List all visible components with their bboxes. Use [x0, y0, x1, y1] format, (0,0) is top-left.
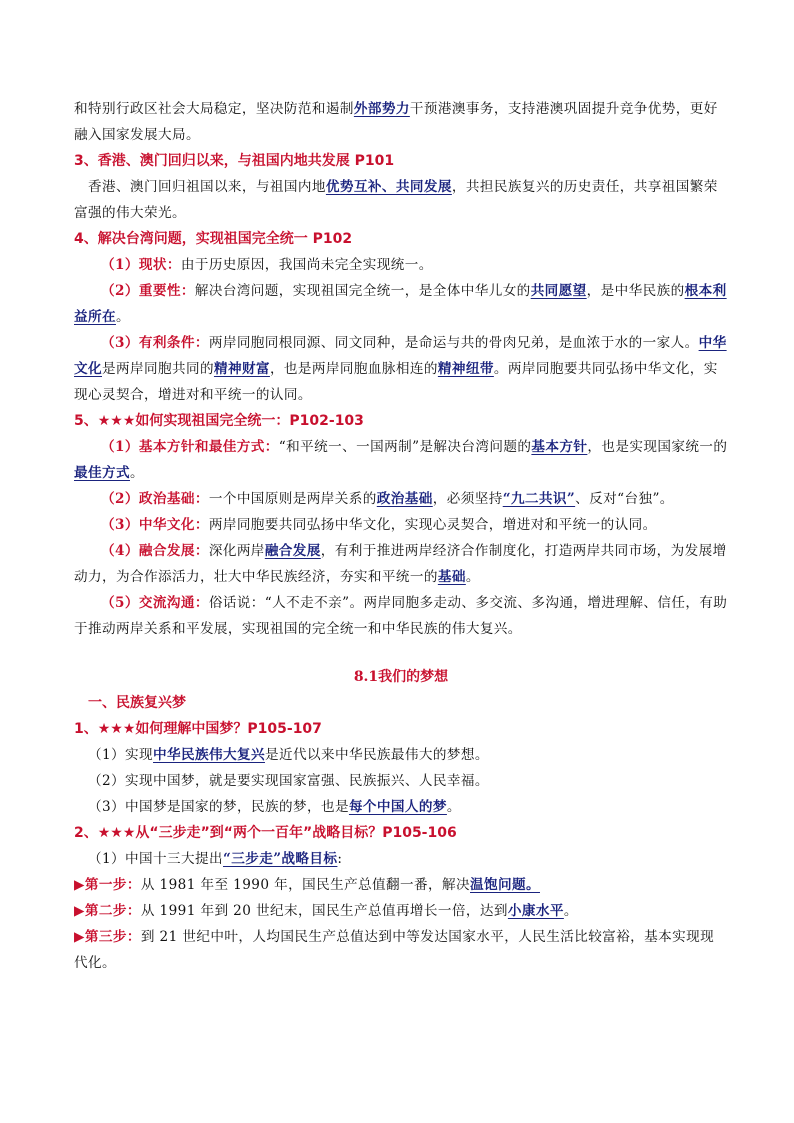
text: 是两岸同胞共同的 — [102, 361, 214, 377]
question-1-heading: 1、★★★如何理解中国梦？P105-107 — [74, 721, 322, 737]
step-label: ▶第二步： — [74, 903, 141, 919]
keyword: 精神财富 — [213, 361, 270, 377]
q1-item-2: （2）实现中国梦，就是要实现国家富强、民族振兴、人民幸福。 — [88, 773, 489, 789]
text: 解决台湾问题，实现祖国完全统一，是全体中华儿女的 — [194, 283, 531, 299]
step-label: ▶第一步： — [74, 877, 141, 893]
text: ，必须坚持 — [432, 491, 503, 507]
q1-item-3 — [74, 794, 728, 820]
item-label: （2）重要性： — [101, 283, 195, 299]
text: 深化两岸 — [208, 543, 265, 559]
text: 两岸同胞要共同弘扬中华文化，实现心灵契合，增进对和平统一的认同。 — [208, 517, 657, 533]
text: 。 — [563, 903, 578, 919]
s4-item-1 — [74, 252, 728, 278]
text: 、反对“台独”。 — [575, 491, 674, 507]
keyword: 优势互补、共同发展 — [325, 179, 452, 195]
question-2-heading: 2、★★★从“三步走”到“两个一百年”战略目标？P105-106 — [74, 825, 457, 841]
keyword: 每个中国人的梦 — [348, 799, 447, 815]
keyword: 政治基础 — [376, 491, 433, 507]
keyword: “九二共识” — [502, 491, 576, 507]
item-label: （2）政治基础： — [101, 491, 209, 507]
text: 干预港澳事务，支持港澳巩固提升竞争优势，更好融入国家发展大局。 — [74, 101, 718, 143]
item-label: （5）交流沟通： — [101, 595, 209, 611]
text: ，也是两岸同胞血脉相连的 — [269, 361, 438, 377]
keyword: 基本方针 — [531, 439, 588, 455]
text: 香港、澳门回归祖国以来，与祖国内地 — [88, 179, 326, 195]
text: 是近代以来中华民族最伟大的梦想。 — [264, 747, 489, 763]
text: 从 1981 年至 1990 年，国民生产总值翻一番，解决 — [140, 877, 471, 893]
text: 从 1991 年到 20 世纪末，国民生产总值再增长一倍，达到 — [140, 903, 508, 919]
s5-item-3 — [74, 512, 728, 538]
text: : — [337, 851, 343, 867]
text: ，是中华民族的 — [586, 283, 685, 299]
q2-item-1 — [74, 846, 728, 872]
q1-item-1 — [74, 742, 728, 768]
keyword: 小康水平 — [507, 903, 564, 919]
keyword: 最佳方式 — [74, 465, 130, 481]
text: 由于历史原因，我国尚未完全实现统一。 — [180, 257, 433, 273]
text: ，有利于推进两岸经济合作制度化，打造两岸共同市场，为发展增动力，为合作添活力，壮大中华民族经济，夯实和平统一的 — [74, 543, 727, 585]
keyword: 外部势力 — [353, 101, 410, 117]
keyword: 中华文化 — [74, 335, 727, 377]
text: 俗话说：“人不走不亲”。两岸同胞多走动、多交流、多沟通，增进理解、信任，有助于推动两岸关系和平发展，实现祖国的完全统一和中华民族的伟大复兴。 — [74, 595, 728, 637]
text: （3）中国梦是国家的梦，民族的梦，也是 — [88, 799, 349, 815]
text: 一个中国原则是两岸关系的 — [208, 491, 377, 507]
s5-item-2 — [74, 486, 728, 512]
keyword: 共同愿望 — [530, 283, 587, 299]
item-label: （3）中华文化： — [101, 517, 209, 533]
s5-item-1 — [74, 434, 728, 486]
s4-item-3 — [74, 330, 728, 408]
text: （1）中国十三大提出 — [88, 851, 223, 867]
keyword: 精神纽带 — [437, 361, 494, 377]
section-3-heading: 3、香港、澳门回归以来，与祖国内地共发展 P101 — [74, 153, 395, 169]
text: 。 — [465, 569, 480, 585]
text: 。 — [446, 799, 461, 815]
section-4-heading: 4、解决台湾问题，实现祖国完全统一 P102 — [74, 231, 353, 247]
item-label: （4）融合发展： — [101, 543, 209, 559]
text: 两岸同胞同根同源、同文同种，是命运与共的骨肉兄弟，是血浓于水的一家人。 — [208, 335, 699, 351]
s5-item-5 — [74, 590, 728, 642]
s4-item-2 — [74, 278, 728, 330]
keyword: 基础 — [437, 569, 466, 585]
lesson-title: 8.1我们的梦想 — [353, 669, 449, 685]
keyword: 中华民族伟大复兴 — [153, 747, 265, 763]
text: 到 21 世纪中叶，人均国民生产总值达到中等发达国家水平，人民生活比较富裕，基本实现现代化。 — [74, 929, 715, 971]
s5-item-4 — [74, 538, 728, 590]
step-2 — [74, 898, 728, 924]
text: ，共担民族复兴的历史责任，共享祖国繁荣富强的伟大荣光。 — [74, 179, 718, 221]
step-1 — [74, 872, 728, 898]
keyword: 温饱问题。 — [470, 877, 540, 893]
item-label: （3）有利条件： — [101, 335, 209, 351]
text: 。 — [129, 465, 144, 481]
keyword: “三步走”战略目标 — [223, 851, 338, 867]
text: ，也是实现国家统一的 — [587, 439, 728, 455]
text: 。两岸同胞要共同弘扬中华文化，实现心灵契合，增进对和平统一的认同。 — [74, 361, 718, 403]
step-3 — [74, 924, 728, 976]
text: “和平统一、一国两制”是解决台湾问题的 — [278, 439, 532, 455]
text: 和特别行政区社会大局稳定，坚决防范和遏制 — [74, 101, 354, 117]
intro-paragraph — [74, 96, 728, 148]
text: 。 — [115, 309, 130, 325]
text: （1）实现 — [88, 747, 154, 763]
lesson-subheading: 一、民族复兴梦 — [88, 695, 186, 711]
step-label: ▶第三步： — [74, 929, 141, 945]
item-label: （1）基本方针和最佳方式： — [101, 439, 279, 455]
section-3-paragraph — [74, 174, 728, 226]
keyword: 融合发展 — [264, 543, 321, 559]
section-5-heading: 5、★★★如何实现祖国完全统一：P102-103 — [74, 413, 364, 429]
keyword: 根本利益所在 — [74, 283, 727, 325]
item-label: （1）现状： — [101, 257, 181, 273]
document-page — [74, 96, 728, 976]
